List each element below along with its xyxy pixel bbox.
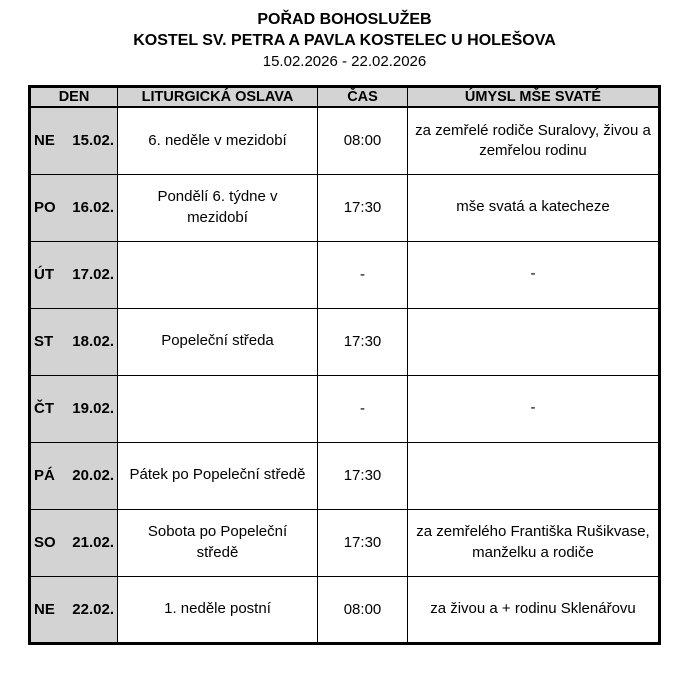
intention-cell: mše svatá a katecheze — [408, 174, 660, 241]
celebration-cell: Pondělí 6. týdne v mezidobí — [118, 174, 318, 241]
column-header-day: DEN — [30, 87, 118, 108]
document-header — [0, 0, 689, 72]
table-row — [30, 576, 660, 643]
time-cell: - — [318, 241, 408, 308]
intention-cell — [408, 308, 660, 375]
time-cell: 08:00 — [318, 576, 408, 643]
table-row — [30, 442, 660, 509]
day-date: 16.02. — [72, 199, 114, 216]
page-title: POŘAD BOHOSLUŽEB — [257, 11, 432, 28]
day-cell — [30, 107, 118, 174]
day-abbrev: PÁ — [34, 467, 55, 484]
day-cell — [30, 442, 118, 509]
day-abbrev: NE — [34, 600, 55, 618]
day-abbrev: ČT — [34, 400, 54, 417]
table-row — [30, 174, 660, 241]
day-abbrev: NE — [34, 132, 55, 150]
day-date: 17.02. — [72, 266, 114, 283]
table-row — [30, 107, 660, 174]
day-date: 18.02. — [72, 333, 114, 350]
day-date: 22.02. — [72, 600, 114, 618]
intention-cell: za živou a + rodinu Sklenářovu — [408, 576, 660, 643]
day-cell — [30, 509, 118, 576]
service-schedule-table — [28, 85, 661, 645]
table-body — [30, 107, 660, 643]
intention-cell — [408, 442, 660, 509]
day-wrap — [34, 333, 114, 350]
day-wrap — [34, 467, 114, 484]
time-cell: - — [318, 375, 408, 442]
day-abbrev: ÚT — [34, 266, 54, 283]
celebration-cell — [118, 375, 318, 442]
day-wrap — [34, 199, 114, 216]
day-wrap — [34, 266, 114, 283]
day-cell — [30, 174, 118, 241]
table-row — [30, 375, 660, 442]
day-date: 21.02. — [72, 534, 114, 551]
day-wrap — [34, 132, 114, 149]
day-wrap — [34, 400, 114, 417]
table-row — [30, 308, 660, 375]
column-header-intention: ÚMYSL MŠE SVATÉ — [408, 87, 660, 108]
day-date: 19.02. — [72, 400, 114, 417]
day-cell — [30, 241, 118, 308]
table-header-row — [30, 87, 660, 108]
day-wrap — [34, 601, 114, 618]
church-name: KOSTEL SV. PETRA A PAVLA KOSTELEC U HOLEŠOVA — [133, 32, 556, 49]
day-cell — [30, 576, 118, 643]
date-range: 15.02.2026 - 22.02.2026 — [262, 53, 427, 70]
time-cell: 17:30 — [318, 308, 408, 375]
intention-cell: za zemřelé rodiče Suralovy, živou a zemřelou rodinu — [408, 107, 660, 174]
celebration-cell: Pátek po Popeleční středě — [118, 442, 318, 509]
celebration-cell: 1. neděle postní — [118, 576, 318, 643]
intention-cell: - — [408, 241, 660, 308]
celebration-cell: Sobota po Popeleční středě — [118, 509, 318, 576]
intention-cell: za zemřelého Františka Rušikvase, manželku a rodiče — [408, 509, 660, 576]
day-cell — [30, 375, 118, 442]
day-abbrev: PO — [34, 199, 56, 216]
time-cell: 08:00 — [318, 107, 408, 174]
celebration-cell — [118, 241, 318, 308]
time-cell: 17:30 — [318, 442, 408, 509]
day-date: 20.02. — [72, 467, 114, 484]
column-header-celebration: LITURGICKÁ OSLAVA — [118, 87, 318, 108]
day-abbrev: SO — [34, 534, 56, 551]
time-cell: 17:30 — [318, 509, 408, 576]
intention-cell: - — [408, 375, 660, 442]
day-date: 15.02. — [72, 132, 114, 150]
day-cell — [30, 308, 118, 375]
day-abbrev: ST — [34, 333, 54, 350]
time-cell: 17:30 — [318, 174, 408, 241]
day-wrap — [34, 534, 114, 551]
celebration-cell: 6. neděle v mezidobí — [118, 107, 318, 174]
table-row — [30, 241, 660, 308]
table-row — [30, 509, 660, 576]
column-header-time: ČAS — [318, 87, 408, 108]
celebration-cell: Popeleční středa — [118, 308, 318, 375]
